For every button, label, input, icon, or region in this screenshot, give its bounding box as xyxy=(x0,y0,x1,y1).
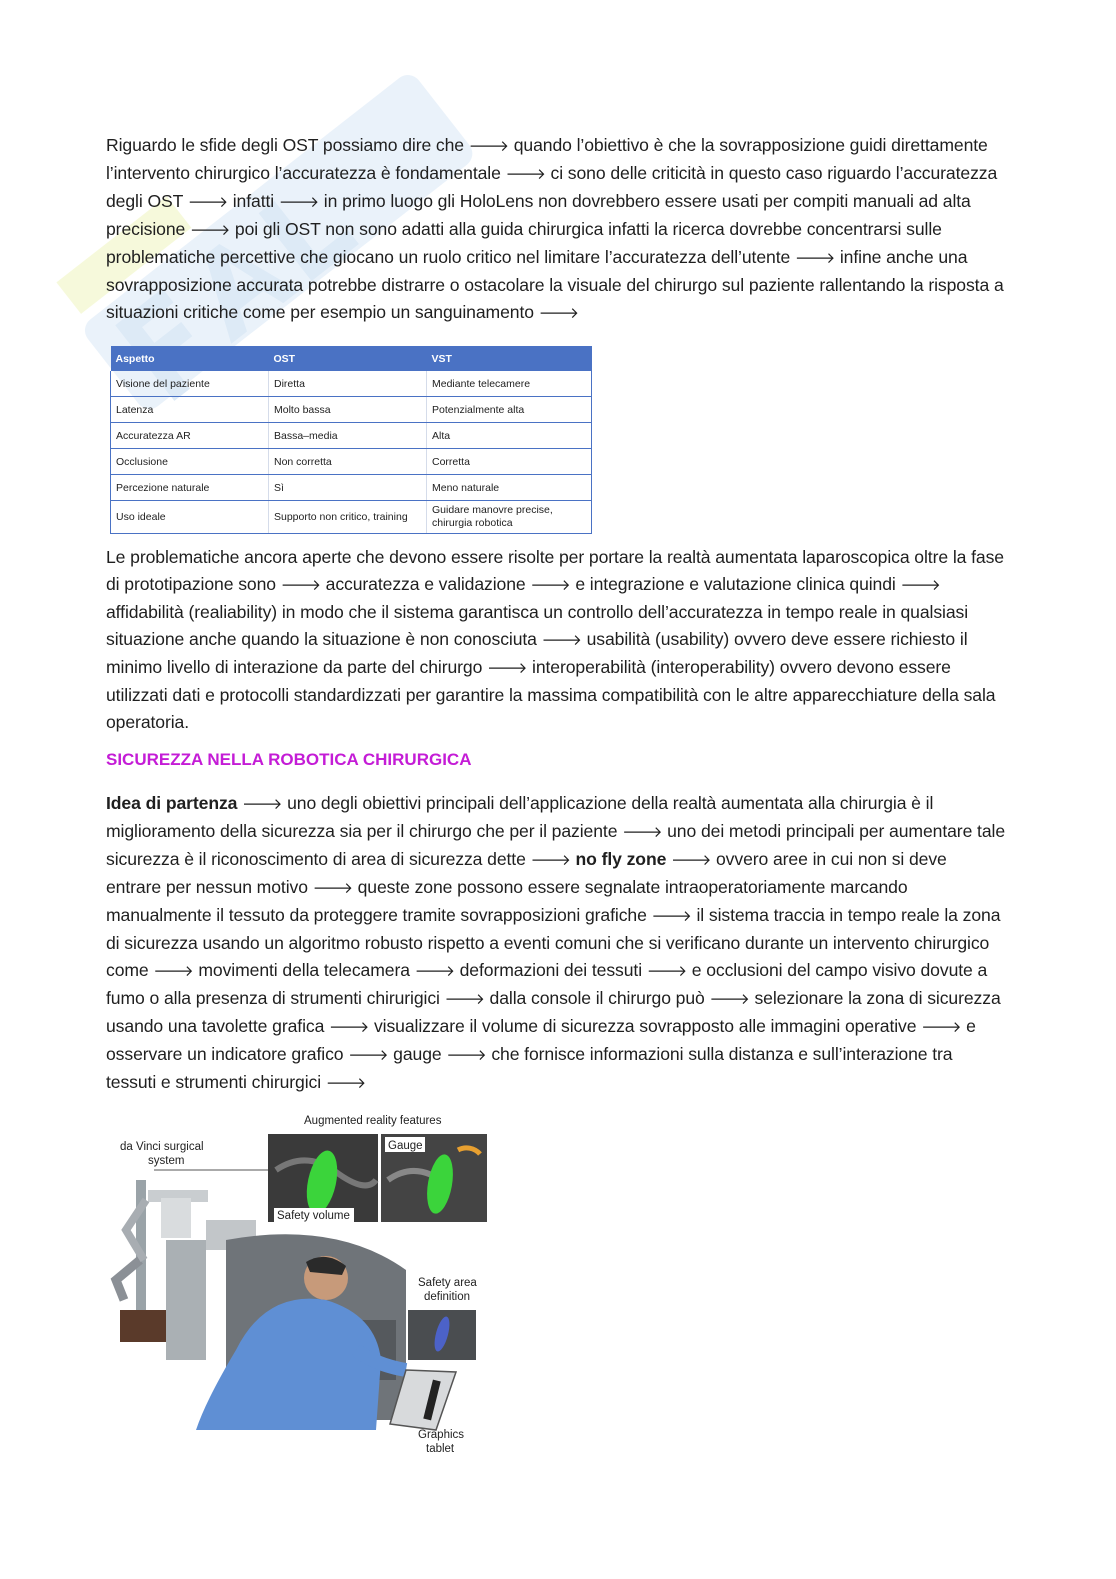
table-cell: Guidare manovre precise, chirurgia robotica xyxy=(427,501,592,534)
arrow-icon: 🡒 xyxy=(794,249,836,267)
arrow-icon: 🡒 xyxy=(541,631,582,649)
table-cell: Bassa–media xyxy=(269,423,427,449)
arrow-icon: 🡒 xyxy=(487,659,528,677)
arrow-icon: 🡒 xyxy=(622,823,663,841)
arrow-icon: 🡒 xyxy=(900,576,941,594)
table-cell: Uso ideale xyxy=(111,501,269,534)
label-tablet: tablet xyxy=(426,1443,455,1455)
table-header-cell: OST xyxy=(269,346,427,371)
arrow-icon: 🡒 xyxy=(671,851,712,869)
label-davinci: da Vinci surgical xyxy=(120,1141,204,1153)
table-cell: Corretta xyxy=(427,449,592,475)
arrow-icon: 🡒 xyxy=(325,1074,366,1092)
arrow-icon: 🡒 xyxy=(646,962,687,980)
table-cell: Percezione naturale xyxy=(111,475,269,501)
table-cell: Non corretta xyxy=(269,449,427,475)
arrow-icon: 🡒 xyxy=(651,907,692,925)
label-graphics: Graphics xyxy=(418,1429,465,1441)
label-gauge: Gauge xyxy=(388,1140,423,1152)
bold-term: no fly zone xyxy=(575,849,667,869)
lead-term: Idea di partenza xyxy=(106,793,238,813)
table-cell: Latenza xyxy=(111,397,269,423)
arrow-icon: 🡒 xyxy=(242,795,283,813)
figure-title: Augmented reality features xyxy=(304,1115,442,1127)
label-safety-volume: Safety volume xyxy=(277,1210,350,1222)
arrow-icon: 🡒 xyxy=(444,990,485,1008)
table-cell: Mediante telecamere xyxy=(427,371,592,397)
paragraph-safety: Idea di partenza 🡒 uno degli obiettivi principali dell’applicazione della realtà aumentata alla chirurgia è il miglioramento della sicurezza sia per il chirurgo che per il paziente 🡒 uno dei metodi principali per aumentare tale sicurezza è il riconoscimento di area di sicurezza dette 🡒 no fly zone 🡒 ovvero aree in cui non si deve entrare per nessun motivo 🡒 queste zone possono essere segnalate intraoperatoriamente marcando manualmente il tessuto da proteggere tramite sovrapposizioni grafiche 🡒 il sistema traccia in tempo reale la zona di sicurezza usando un algoritmo robusto rispetto a eventi comuni che si verificano durante un intervento chirurgico come 🡒 movimenti della telecamera 🡒 deformazioni dei tessuti 🡒 e occlusioni del campo visivo dovute a fumo o alla presenza di strumenti chirurigici 🡒 dalla console il chirurgo può 🡒 selezionare la zona di sicurezza usando una tavolette grafica 🡒 visualizzare il volume di sicurezza sovrapposto alle immagini operative 🡒 e osservare un indicatore grafico 🡒 gauge 🡒 che fornisce informazioni sulla distanza e sull’interazione tra tessuti e strumenti chirurgici 🡒 xyxy=(106,793,1006,1092)
table-cell: Diretta xyxy=(269,371,427,397)
arrow-icon: 🡒 xyxy=(530,576,571,594)
arrow-icon: 🡒 xyxy=(709,990,750,1008)
arrow-icon: 🡒 xyxy=(414,962,455,980)
arrow-icon: 🡒 xyxy=(446,1046,487,1064)
arrow-icon: 🡒 xyxy=(278,193,319,211)
label-davinci-system: system xyxy=(148,1155,185,1167)
table-row xyxy=(111,475,592,501)
section-heading: SICUREZZA NELLA ROBOTICA CHIRURGICA xyxy=(106,750,472,769)
table-row xyxy=(111,371,592,397)
arrow-icon: 🡒 xyxy=(468,137,509,155)
ar-panel-safety-volume xyxy=(268,1134,378,1222)
table-cell: Molto bassa xyxy=(269,397,427,423)
davinci-ar-figure xyxy=(106,1110,496,1460)
table-cell: Visione del paziente xyxy=(111,371,269,397)
table-row xyxy=(111,397,592,423)
label-safety-area-definition: definition xyxy=(424,1291,471,1303)
table-header-row xyxy=(111,346,592,371)
arrow-icon: 🡒 xyxy=(187,193,228,211)
paragraph-open-problems: Le problematiche ancora aperte che devono essere risolte per portare la realtà aumentata laparoscopica oltre la fase di prototipazione sono 🡒 accuratezza e validazione 🡒 e integrazione e valutazione clinica quindi 🡒 affidabilità (realiability) in modo che il sistema garantisca un controllo dell’accuratezza in tempo reale in qualsiasi situazione anche quando la situazione è non conosciuta 🡒 usabilità (usability) ovvero deve essere richiesto il minimo livello di interazione da parte del chirurgo 🡒 interoperabilità (interoperability) ovvero devono essere utilizzati dati e protocolli standardizzati per garantire la massima compatibilità con le altre apparecchiature della sala operatoria. xyxy=(106,547,1004,732)
arrow-icon: 🡒 xyxy=(921,1018,962,1036)
comparison-table xyxy=(110,346,592,534)
table-cell: Occlusione xyxy=(111,449,269,475)
arrow-icon: 🡒 xyxy=(153,962,194,980)
arrow-icon: 🡒 xyxy=(538,304,579,322)
table-header-cell: Aspetto xyxy=(111,346,269,371)
arrow-icon: 🡒 xyxy=(348,1046,389,1064)
table-row xyxy=(111,423,592,449)
arrow-icon: 🡒 xyxy=(280,576,321,594)
table-row xyxy=(111,501,592,534)
safety-area-image xyxy=(408,1310,476,1360)
label-safety-area: Safety area xyxy=(418,1277,477,1289)
table-cell: Potenzialmente alta xyxy=(427,397,592,423)
table-header-cell: VST xyxy=(427,346,592,371)
arrow-icon: 🡒 xyxy=(329,1018,370,1036)
ar-panel-gauge xyxy=(381,1134,487,1222)
table-row xyxy=(111,449,592,475)
table-cell: Accuratezza AR xyxy=(111,423,269,449)
arrow-icon: 🡒 xyxy=(189,221,231,239)
paragraph-ost-challenges: Riguardo le sfide degli OST possiamo dire che 🡒 quando l’obiettivo è che la sovrapposizione guidi direttamente l’intervento chirurgico l’accuratezza è fondamentale 🡒 ci sono delle criticità in questo caso riguardo l’accuratezza degli OST 🡒 infatti 🡒 in primo luogo gli HoloLens non dovrebbero essere usati per compiti manuali ad alta precisione 🡒 poi gli OST non sono adatti alla guida chirurgica infatti la ricerca dovrebbe concentrarsi sulle problematiche percettive che giocano un ruolo critico nel limitare l’accuratezza dell’utente 🡒 infine anche una sovrapposizione accurata potrebbe distrarre o ostacolare la visuale del chirurgo sul paziente rallentando la risposta a situazioni critiche come per esempio un sanguinamento 🡒 xyxy=(106,135,1004,322)
arrow-icon: 🡒 xyxy=(530,851,571,869)
arrow-icon: 🡒 xyxy=(312,879,353,897)
table-cell: Meno naturale xyxy=(427,475,592,501)
arrow-icon: 🡒 xyxy=(505,165,546,183)
table-cell: Alta xyxy=(427,423,592,449)
table-cell: Supporto non critico, training xyxy=(269,501,427,534)
table-cell: Sì xyxy=(269,475,427,501)
